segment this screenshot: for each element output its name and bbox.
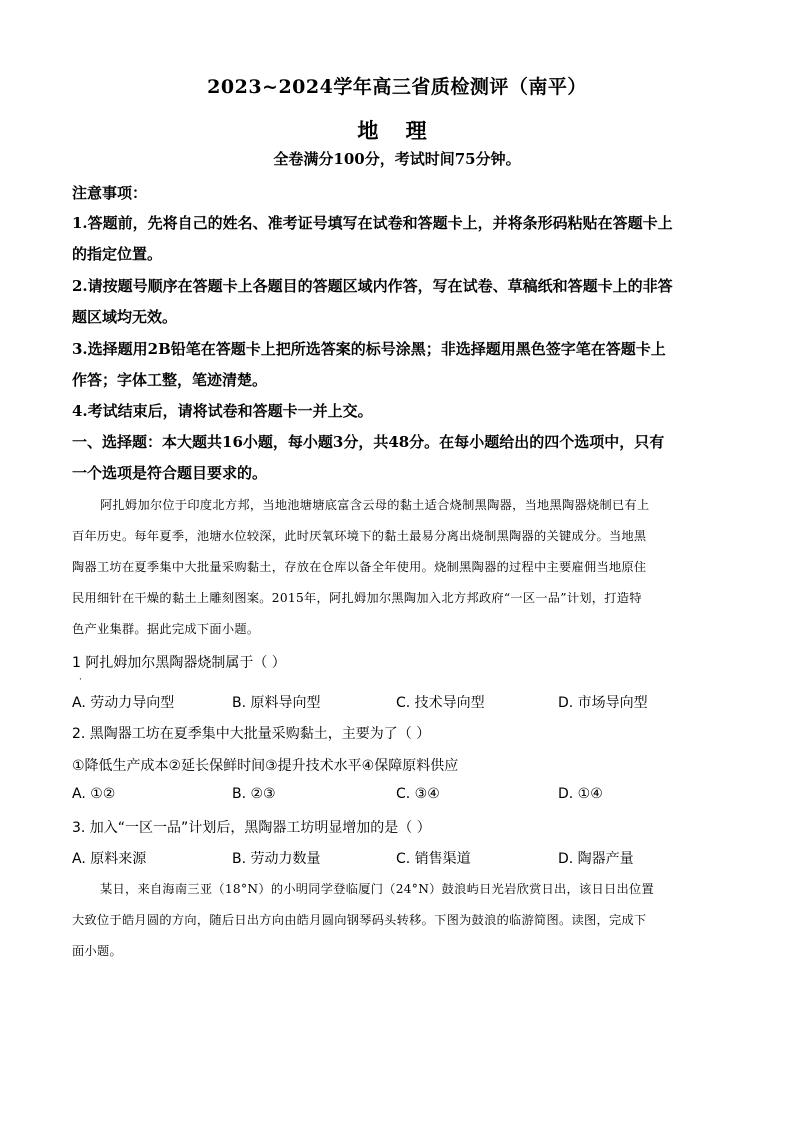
question-3-stem: 3. 加入“一区一品”计划后，黑陶器工坊明显增加的是（ ） xyxy=(72,820,431,836)
passage-line: 色产业集群。据此完成下面小题。 xyxy=(72,622,260,636)
question-2-choices: ①降低生产成本②延长保鲜时间③提升技术水平④保障原料供应 xyxy=(72,758,459,774)
stray-dot: · xyxy=(79,675,82,685)
section-heading: 一个选项是符合题目要求的。 xyxy=(72,464,268,482)
option-b: B. ②③ xyxy=(232,786,276,802)
passage-line: 陶器工坊在夏季集中大批量采购黏土，存放在仓库以备全年使用。烧制黑陶器的过程中主要雇佣当地原住 xyxy=(72,560,647,574)
notice-line: 4.考试结束后，请将试卷和答题卡一并上交。 xyxy=(72,402,373,420)
option-c: C. 技术导向型 xyxy=(396,695,485,711)
notice-line: 2.请按题号顺序在答题卡上各题目的答题区域内作答，写在试卷、草稿纸和答题卡上的非答 xyxy=(72,277,673,295)
option-d: D. 陶器产量 xyxy=(558,851,634,867)
notice-line: 作答；字体工整，笔迹清楚。 xyxy=(72,371,268,389)
question-1-stem: 1 阿扎姆加尔黑陶器烧制属于（ ） xyxy=(72,655,286,671)
notice-line: 3.选择题用2B铅笔在答题卡上把所选答案的标号涂黑；非选择题用黑色签字笔在答题卡上 xyxy=(72,340,666,358)
option-c: C. ③④ xyxy=(396,786,440,802)
passage-line: 面小题。 xyxy=(72,944,122,958)
option-c: C. 销售渠道 xyxy=(396,851,471,867)
exam-title: 2023~2024学年高三省质检测评（南平） xyxy=(207,76,587,98)
passage-line: 大致位于皓月圆的方向，随后日出方向由皓月圆向钢琴码头转移。下图为鼓浪的临游简图。读图，完成下 xyxy=(72,913,647,927)
notice-line: 题区域均无效。 xyxy=(72,308,178,326)
option-b: B. 原料导向型 xyxy=(232,695,321,711)
option-a: A. 原料来源 xyxy=(72,851,147,867)
passage-line: 民用细针在干燥的黏土上雕刻图案。2015年，阿扎姆加尔黑陶加入北方邦政府“一区一品”计划，打造特 xyxy=(72,591,642,605)
notice-heading: 注意事项： xyxy=(72,184,148,202)
passage-line: 百年历史。每年夏季，池塘水位较深，此时厌氧环境下的黏土最易分离出烧制黑陶器的关键成分。当地黑 xyxy=(72,529,647,543)
option-d: D. ①④ xyxy=(558,786,603,802)
passage-line: 阿扎姆加尔位于印度北方邦，当地池塘塘底富含云母的黏土适合烧制黑陶器，当地黑陶器烧制已有上 xyxy=(100,498,650,512)
section-heading: 一、选择题：本大题共16小题，每小题3分，共48分。在每小题给出的四个选项中，只有 xyxy=(72,433,665,451)
passage-line: 某日，来自海南三亚（18°N）的小明同学登临厦门（24°N）鼓浪屿日光岩欣赏日出，该日日出位置 xyxy=(100,882,654,896)
subject-title: 地 理 xyxy=(357,118,437,143)
notice-line: 的指定位置。 xyxy=(72,245,163,263)
notice-line: 1.答题前，先将自己的姓名、准考证号填写在试卷和答题卡上，并将条形码粘贴在答题卡上 xyxy=(72,214,673,232)
full-score-note: 全卷满分100分，考试时间75分钟。 xyxy=(273,150,521,168)
option-a: A. 劳动力导向型 xyxy=(72,695,175,711)
option-a: A. ①② xyxy=(72,786,116,802)
option-b: B. 劳动力数量 xyxy=(232,851,321,867)
option-d: D. 市场导向型 xyxy=(558,695,648,711)
question-2-stem: 2. 黑陶器工坊在夏季集中大批量采购黏土，主要为了（ ） xyxy=(72,726,431,742)
